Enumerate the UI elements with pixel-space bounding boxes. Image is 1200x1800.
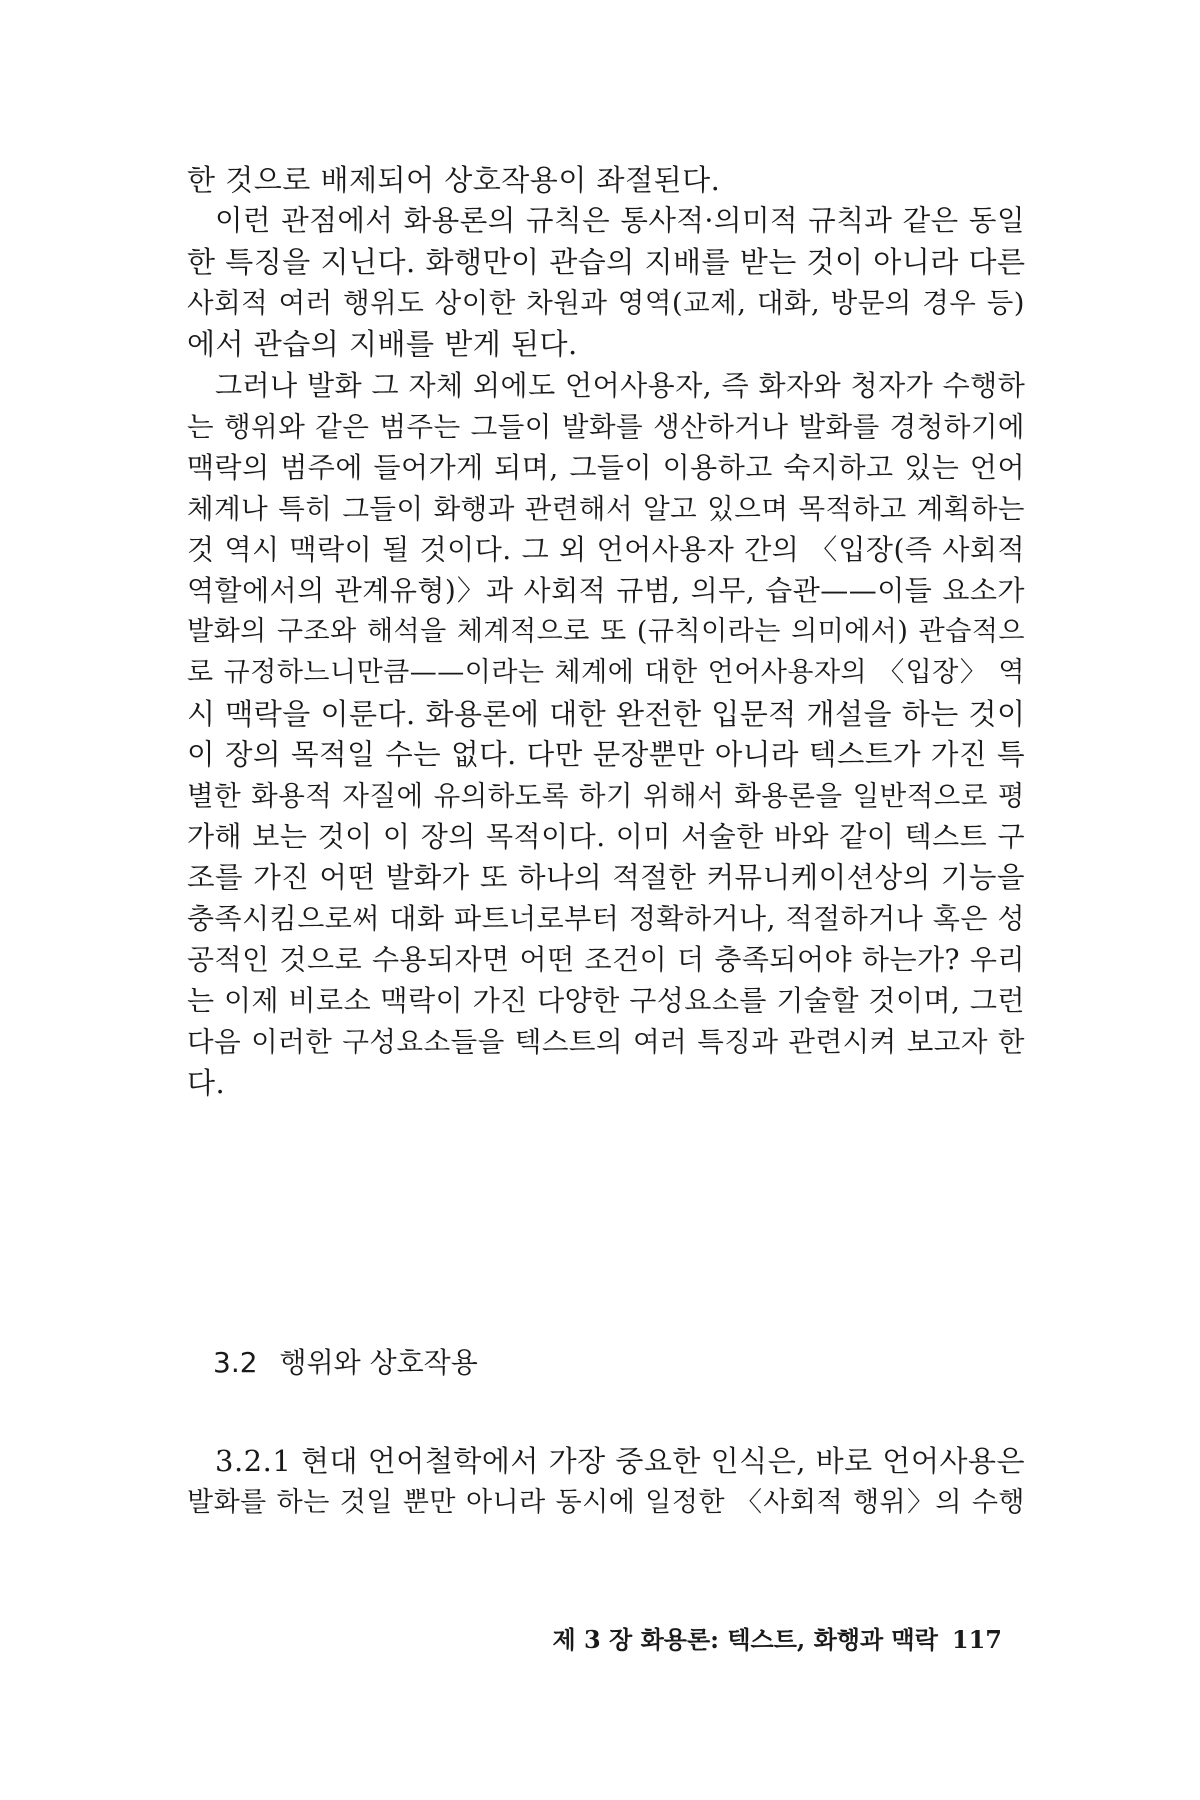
text-line: 한 것으로 배제되어 상호작용이 좌절된다. [187, 163, 721, 197]
text-line: 한 특징을 지닌다. 화행만이 관습의 지배를 받는 것이 아니라 다른 [187, 245, 1026, 279]
text-line: 그러나 발화 그 자체 외에도 언어사용자, 즉 화자와 청자가 수행하 [215, 369, 1026, 402]
page-number: 117 [951, 1625, 1002, 1654]
text-line: 시 맥락을 이룬다. 화용론에 대한 완전한 입문적 개설을 하는 것이 [187, 697, 1026, 731]
text-line: 별한 화용적 자질에 유의하도록 하기 위해서 화용론을 일반적으로 평 [187, 780, 1025, 812]
text-line: 공적인 것으로 수용되자면 어떤 조건이 더 충족되어야 하는가? 우리 [187, 943, 1025, 976]
text-line: 3.2.1 현대 언어철학에서 가장 중요한 인식은, 바로 언어사용은 [215, 1444, 1025, 1478]
text-line: 것 역시 맥락이 될 것이다. 그 외 언어사용자 간의 〈입장(즉 사회적 [187, 533, 1025, 566]
text-line: 이런 관점에서 화용론의 규칙은 통사적·의미적 규칙과 같은 동일 [215, 204, 1025, 237]
text-line: 는 행위와 같은 범주는 그들이 발화를 생산하거나 발화를 경청하기에 [187, 411, 1025, 443]
text-line: 다. [187, 1066, 226, 1100]
text-line: 발화의 구조와 해석을 체계적으로 또 (규칙이라는 의미에서) 관습적으 [187, 616, 1025, 647]
text-line: 발화를 하는 것일 뿐만 아니라 동시에 일정한 〈사회적 행위〉의 수행 [187, 1487, 1025, 1518]
text-line: 조를 가진 어떤 발화가 또 하나의 적절한 커뮤니케이션상의 기능을 [187, 861, 1025, 894]
text-line: 에서 관습의 지배를 받게 된다. [187, 327, 578, 361]
text-line: 다음 이러한 구성요소들을 텍스트의 여러 특징과 관련시켜 보고자 한 [187, 1026, 1025, 1058]
page-footer [548, 1622, 1002, 1658]
text-line: 가해 보는 것이 이 장의 목적이다. 이미 서술한 바와 같이 텍스트 구 [187, 820, 1025, 853]
section-number: 3.2 [213, 1346, 258, 1379]
running-head: 제 3 장 화용론: 텍스트, 화행과 맥락 [552, 1625, 938, 1654]
text-line: 맥락의 범주에 들어가게 되며, 그들이 이용하고 숙지하고 있는 언어 [187, 451, 1025, 484]
text-line: 로 규정하느니만큼——이라는 체계에 대한 언어사용자의 〈입장〉 역 [187, 657, 1025, 688]
section-title: 행위와 상호작용 [279, 1346, 478, 1379]
text-line: 충족시킴으로써 대화 파트너로부터 정확하거나, 적절하거나 혹은 성 [187, 902, 1025, 935]
section-heading [213, 1343, 478, 1383]
text-line: 역할에서의 관계유형)〉과 사회적 규범, 의무, 습관——이들 요소가 [187, 574, 1025, 607]
text-line: 체계나 특히 그들이 화행과 관련해서 알고 있으며 목적하고 계획하는 [187, 493, 1025, 525]
text-line: 이 장의 목적일 수는 없다. 다만 문장뿐만 아니라 텍스트가 가진 특 [187, 738, 1025, 771]
text-line: 사회적 여러 행위도 상이한 차원과 영역(교제, 대화, 방문의 경우 등) [187, 287, 1025, 319]
text-line: 는 이제 비로소 맥락이 가진 다양한 구성요소를 기술할 것이며, 그런 [187, 984, 1025, 1017]
